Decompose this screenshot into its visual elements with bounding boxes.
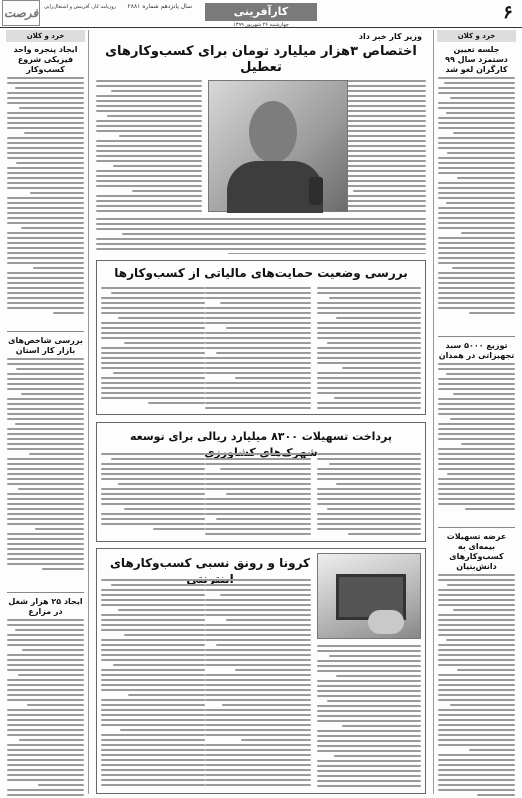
divider xyxy=(438,336,515,337)
newspaper-logo: فرصت xyxy=(2,0,40,26)
right-story2-title: توزیع ۵۰۰۰ سبد تجهیزاتی در همدان xyxy=(438,341,515,360)
right-column-kicker: خرد و کلان xyxy=(437,30,516,42)
photo-hand xyxy=(368,610,404,634)
left-column-kicker: خرد و کلان xyxy=(6,30,85,42)
story4-box xyxy=(96,548,426,794)
minister-photo xyxy=(208,80,348,212)
left-column xyxy=(3,30,89,794)
right-story1-body xyxy=(438,77,515,332)
divider xyxy=(438,527,515,528)
story2-col1 xyxy=(317,287,421,411)
left-story2-body xyxy=(7,358,84,588)
story2-headline: بررسی وضعیت حمایت‌های مالیاتی از کسب‌وکارها xyxy=(114,266,408,280)
story3-col3 xyxy=(101,453,205,539)
left-story3-body xyxy=(7,619,84,798)
left-story2-title: بررسی شاخص‌های بازار کار استان xyxy=(8,336,83,355)
story4-col2 xyxy=(205,579,311,789)
photo-face xyxy=(249,101,297,163)
center-area xyxy=(92,30,430,794)
microphone-icon xyxy=(309,177,323,205)
story3-col1 xyxy=(317,453,421,539)
story2-col2 xyxy=(205,287,311,411)
left-story1-title: ایجاد پنجره واحد فیزیکی شروع کسب‌وکار xyxy=(13,45,78,74)
laptop-photo xyxy=(317,553,421,639)
story3-col2 xyxy=(205,453,311,539)
story2-box xyxy=(96,260,426,415)
masthead xyxy=(0,0,522,28)
story4-col3 xyxy=(101,579,205,789)
right-story1-title: جلسه تعیین دستمزد سال ۹۹ کارگران لغو شد xyxy=(445,45,508,74)
story4-col1 xyxy=(317,645,421,789)
issue-line: سال پانزدهم شماره ۲۸۸۱ xyxy=(127,3,192,10)
lead-headline: اختصاص ۳هزار میلیارد تومان برای کسب‌وکارهای تعطیل xyxy=(105,44,417,75)
date-line: چهارشنبه ۲۶ شهریور ۱۳۹۹ xyxy=(233,22,289,28)
right-column xyxy=(433,30,519,794)
section-title: کارآفرینی xyxy=(205,3,317,21)
left-story1-body xyxy=(7,77,84,327)
divider xyxy=(7,331,84,332)
right-story3-title: عرضه تسهیلات بیمه‌ای به کسب‌وکارهای دانش‌بنیان xyxy=(446,532,507,571)
left-story3-title: ایجاد ۲۵ هزار شغل در مزارع xyxy=(8,597,83,616)
story3-headline: پرداخت تسهیلات ۸۳۰۰ میلیارد ریالی برای توسعه xyxy=(129,430,393,443)
lead-body-col2 xyxy=(96,80,202,215)
right-story3-body xyxy=(438,574,515,798)
story4-headline: کرونا و رونق نسبی کسب‌وکارهای xyxy=(109,556,311,570)
page-number: ۶ xyxy=(503,2,513,23)
lead-kicker: وزیر کار خبر داد xyxy=(358,32,422,41)
story3-box xyxy=(96,422,426,542)
lead-body-bottom xyxy=(96,218,426,254)
story2-col3 xyxy=(101,287,205,411)
divider xyxy=(7,592,84,593)
tagline: روزنامه کار، آفرینش و اشتغال‌زایی xyxy=(44,4,117,10)
right-story2-body xyxy=(438,363,515,523)
